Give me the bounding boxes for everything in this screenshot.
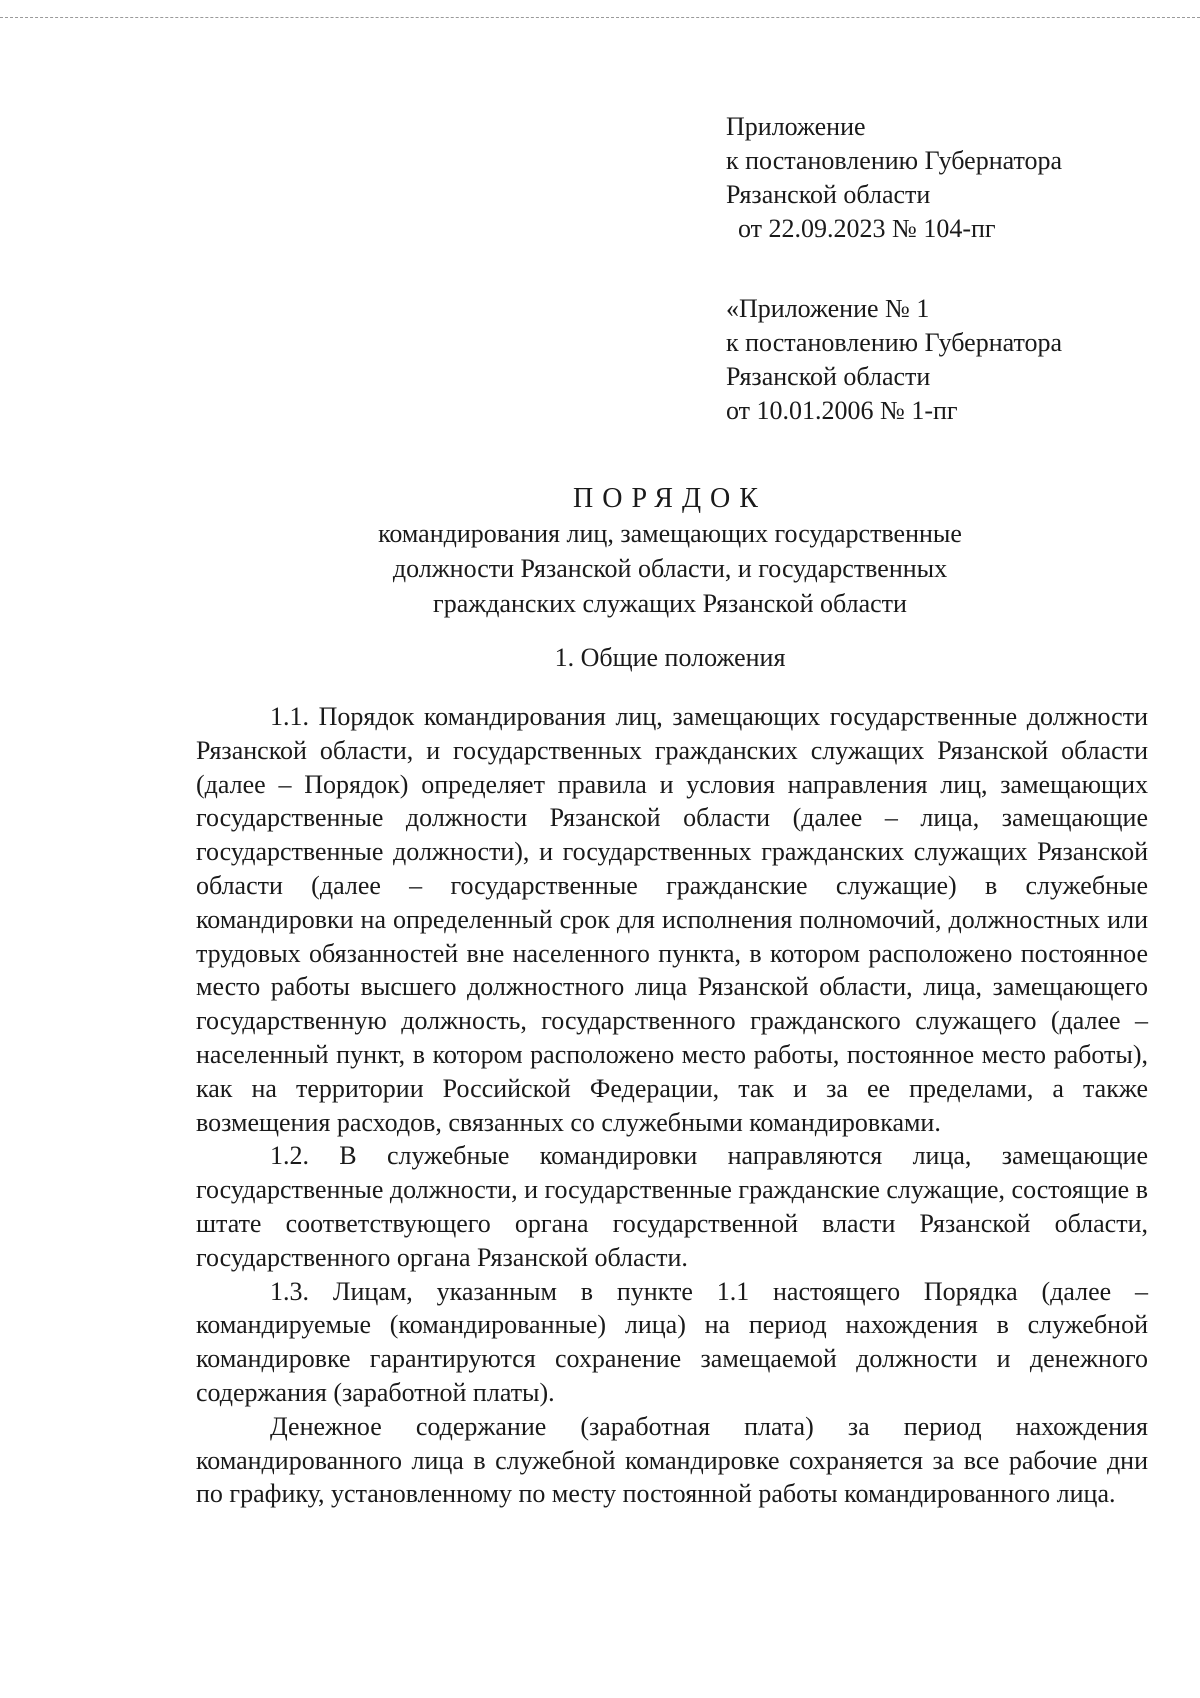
paragraph: 1.2. В служебные командировки направляются лица, замещающие государственные должности, и государственные гражданские служащие, состоящие в штате соответствующего органа государственной власти Рязанской области, государственного органа Рязанской области.: [196, 1141, 1148, 1272]
approval-line: Приложение: [726, 112, 866, 141]
approval-line: Рязанской области: [726, 362, 931, 391]
paragraph: 1.3. Лицам, указанным в пункте 1.1 настоящего Порядка (далее – командируемые (командированные) лица) на период нахождения в служебной командировке гарантируются сохранение замещаемой должности и денежного содержания (заработной платы).: [196, 1276, 1148, 1407]
approval-block-secondary: [726, 292, 1062, 428]
approval-line: к постановлению Губернатора: [726, 328, 1063, 357]
paragraph: 1.1. Порядок командирования лиц, замещающих государственные должности Рязанской области, и государственных гражданских служащих Рязанской области (далее – Порядок) определяет правила и условия направления лиц, замещающих государственные должности Рязанской области (далее – лица, замещающие государственные должности), и государственных гражданских служащих Рязанской области (далее – государственные гражданские служащие) в служебные командировки на определенный срок для исполнения полномочий, должностных или трудовых обязанностей вне населенного пункта, в котором расположено постоянное место работы высшего должностного лица Рязанской области, лица, замещающего государственную должность, государственного гражданского служащего (далее – населенный пункт, в котором расположено место работы, постоянное место работы), как на территории Российской Федерации, так и за ее пределами, а также возмещения расходов, связанных со служебными командировками.: [196, 702, 1148, 1137]
paragraph: Денежное содержание (заработная плата) за период нахождения командированного лица в служебной командировке сохраняется за все рабочие дни по графику, установленному по месту постоянной работы командированного лица.: [196, 1411, 1148, 1509]
section-heading: 1. Общие положения: [554, 643, 786, 672]
approval-date-number: от 22.09.2023 № 104-пг: [738, 214, 996, 243]
section-body: [196, 700, 1148, 1511]
approval-line: Рязанской области: [726, 180, 931, 209]
approval-line: «Приложение № 1: [726, 294, 930, 323]
approval-line: к постановлению Губернатора: [726, 146, 1063, 175]
scan-top-edge: [0, 17, 1200, 18]
subtitle-line: командирования лиц, замещающих государственные: [378, 519, 962, 548]
approval-date-number: от 10.01.2006 № 1-пг: [726, 396, 958, 425]
document-subtitle: [180, 516, 1160, 621]
approval-block-primary: [726, 110, 1062, 246]
subtitle-line: гражданских служащих Рязанской области: [433, 589, 907, 618]
document-title: ПОРЯДОК: [573, 483, 767, 514]
subtitle-line: должности Рязанской области, и государственных: [392, 554, 948, 583]
